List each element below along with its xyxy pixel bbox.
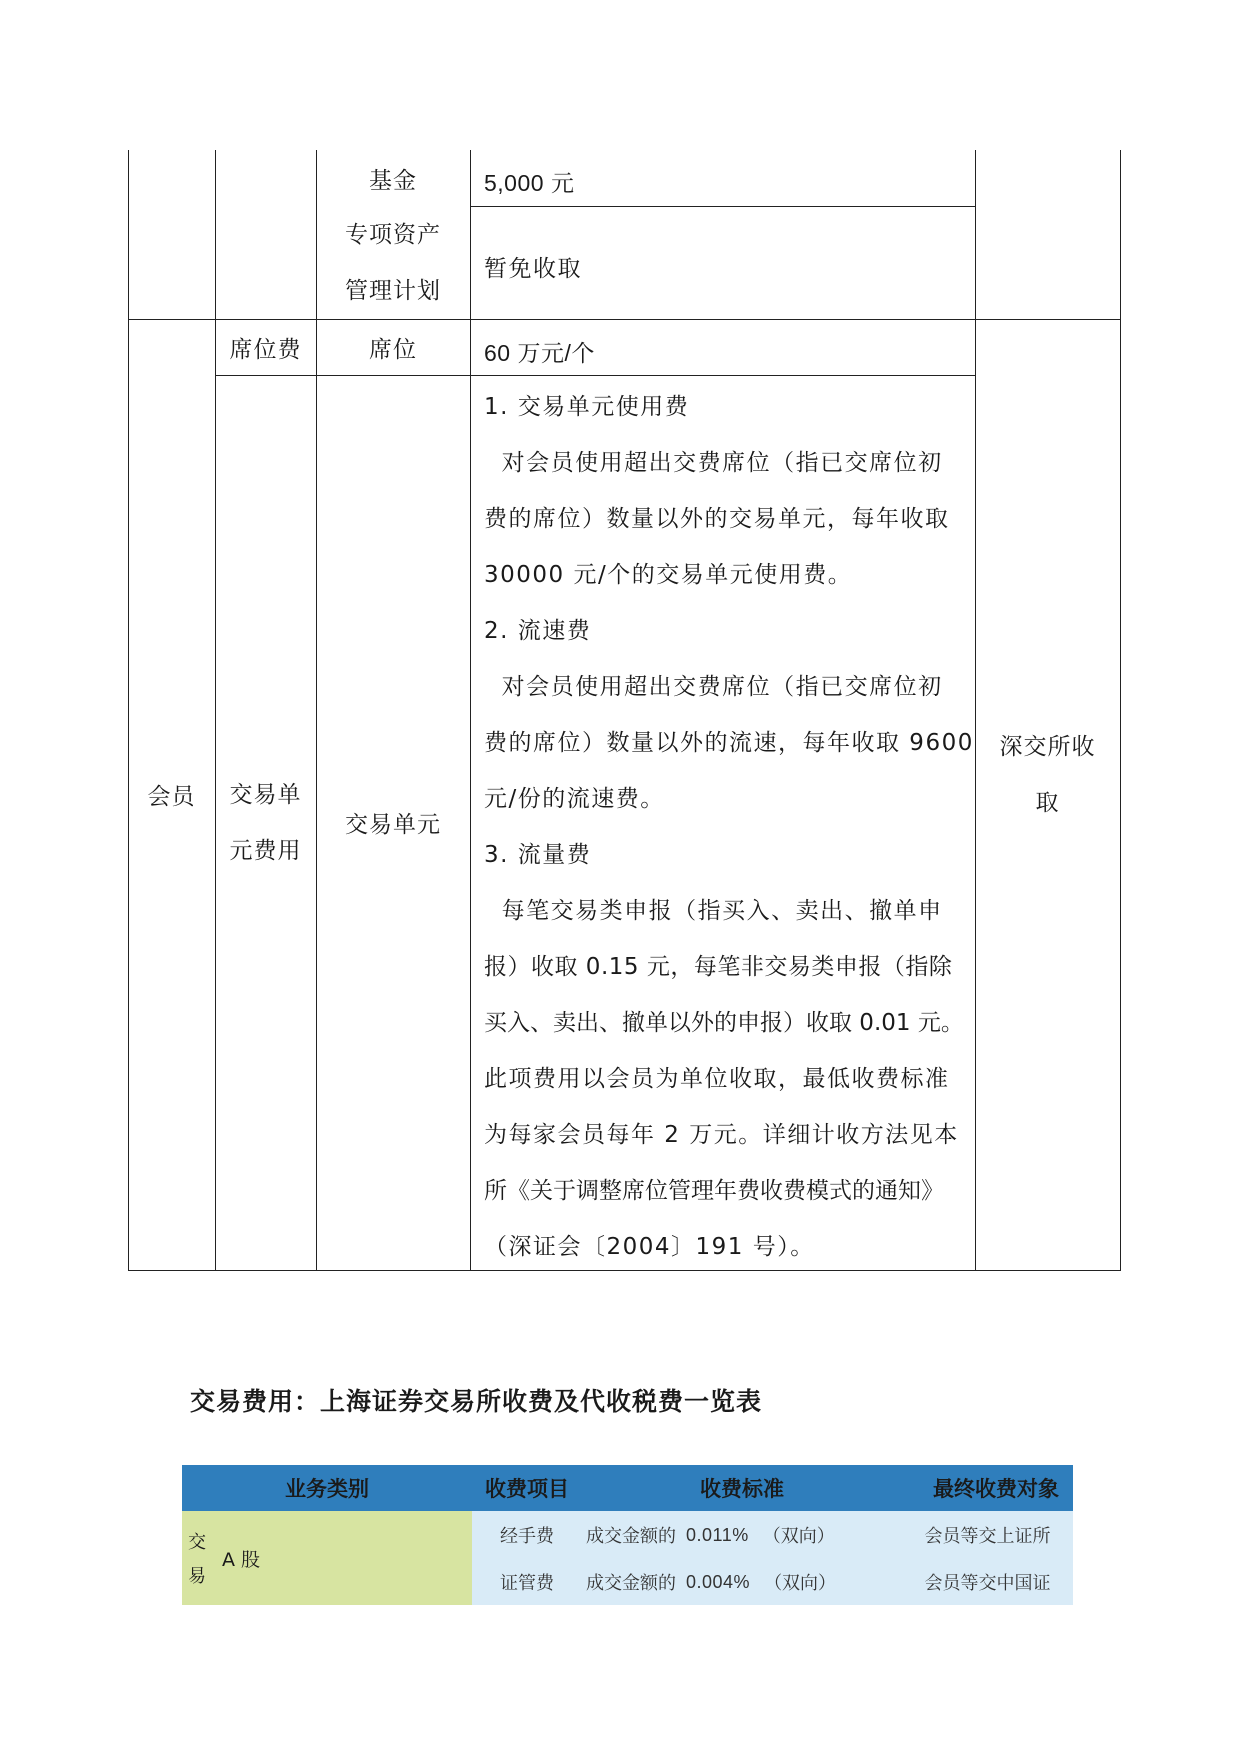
collector-line2: 取 <box>1035 790 1060 816</box>
header-fee-standard: 收费标准 <box>700 1476 784 1501</box>
header-business-category: 业务类别 <box>285 1476 369 1501</box>
standard-row-1 <box>586 1518 835 1552</box>
detail-line: 费的席位）数量以外的流速，每年收取 9600 <box>484 730 974 756</box>
type-unit-line1: 交易单 <box>229 781 302 808</box>
item-trading-unit: 交易单元 <box>345 812 441 838</box>
detail-line: 1. 交易单元使用费 <box>484 394 690 420</box>
item-handling-fee: 经手费 <box>500 1526 554 1547</box>
detail-line: 对会员使用超出交费席位（指已交席位初 <box>484 450 943 476</box>
standard-suffix: （双向） <box>764 1573 837 1594</box>
detail-line: 买入、卖出、撤单以外的申报）收取 0.01 元。 <box>484 1010 964 1036</box>
table-rule <box>1120 150 1121 1271</box>
standard-row-2 <box>586 1565 836 1599</box>
item-special-asset-plan <box>316 206 470 319</box>
type-unit-line2: 元费用 <box>229 837 302 864</box>
item-regulatory-fee: 证管费 <box>500 1573 554 1594</box>
detail-line: 30000 元/个的交易单元使用费。 <box>484 562 853 588</box>
subcategory-a-share: A 股 <box>222 1549 261 1571</box>
section-title: 交易费用：上海证券交易所收费及代收税费一览表 <box>190 1387 763 1416</box>
header-fee-item: 收费项目 <box>485 1476 569 1501</box>
collector-szse <box>975 719 1120 831</box>
standard-prefix: 成交金额的 <box>586 1526 676 1547</box>
detail-line: 每笔交易类申报（指买入、卖出、撤单申 <box>484 898 943 924</box>
detail-line: （深证会〔2004〕191 号）。 <box>484 1234 815 1260</box>
fee-fund: 5,000 元 <box>484 170 575 196</box>
table-rule <box>975 150 976 1271</box>
item-fund: 基金 <box>369 167 417 194</box>
detail-line: 为每家会员每年 2 万元。详细计收方法见本 <box>484 1122 959 1148</box>
standard-value: 0.004% <box>686 1571 751 1592</box>
target-row-1: 会员等交上证所 <box>924 1526 1051 1547</box>
fee-special-asset-plan: 暂免收取 <box>484 256 582 282</box>
detail-line: 费的席位）数量以外的交易单元，每年收取 <box>484 506 950 532</box>
detail-line: 元/份的流速费。 <box>484 786 665 812</box>
detail-line: 所《关于调整席位管理年费收费模式的通知》 <box>484 1178 944 1204</box>
table-rule <box>470 150 471 1271</box>
standard-suffix: （双向） <box>762 1526 835 1547</box>
type-trading-unit-fee <box>215 375 316 1270</box>
category-char: 易 <box>188 1566 206 1587</box>
category-member: 会员 <box>147 784 196 810</box>
detail-line: 2. 流速费 <box>484 618 592 644</box>
collector-line1: 深交所收 <box>999 734 1096 760</box>
item-special-line2: 管理计划 <box>345 277 441 304</box>
table-rule <box>470 206 976 207</box>
header-final-payer: 最终收费对象 <box>933 1476 1059 1501</box>
detail-line: 此项费用以会员为单位收取，最低收费标准 <box>484 1066 950 1092</box>
item-special-line1: 专项资产 <box>345 221 441 248</box>
detail-line: 3. 流量费 <box>484 842 592 868</box>
detail-line: 报）收取 0.15 元，每笔非交易类申报（指除 <box>484 954 953 980</box>
category-char: 交 <box>188 1532 206 1553</box>
fee-seat: 60 万元/个 <box>484 340 595 366</box>
standard-value: 0.011% <box>686 1524 749 1545</box>
item-seat: 席位 <box>369 336 417 363</box>
detail-line: 对会员使用超出交费席位（指已交席位初 <box>484 674 943 700</box>
standard-prefix: 成交金额的 <box>586 1573 676 1594</box>
type-seat-fee: 席位费 <box>229 336 302 363</box>
target-row-2: 会员等交中国证 <box>924 1573 1051 1594</box>
fee-trading-unit-detail <box>484 379 974 1275</box>
